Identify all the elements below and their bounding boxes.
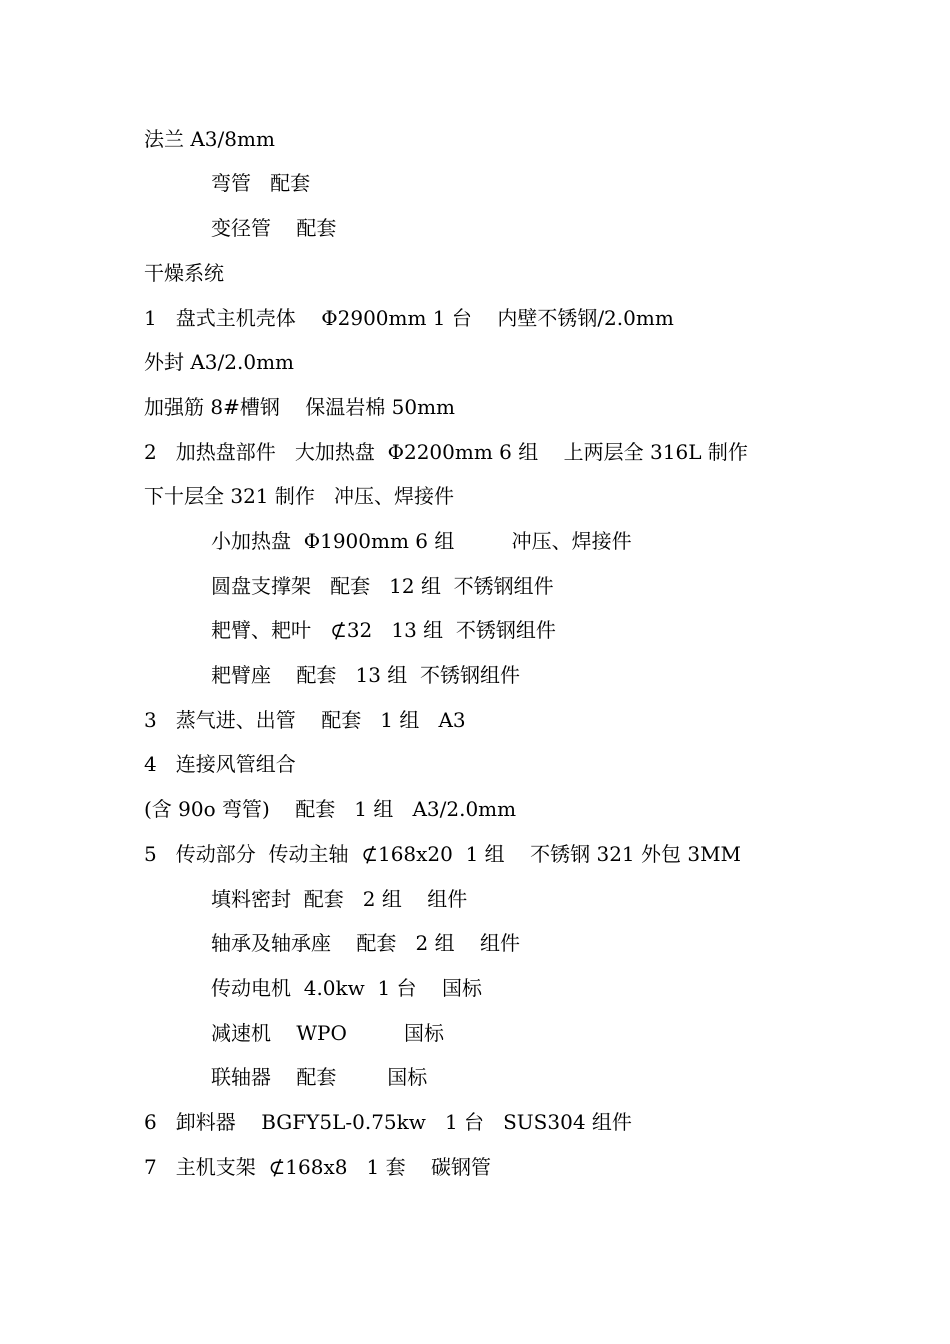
text-line: 变径管 配套 [211, 216, 337, 240]
text-line: (含 90o 弯管) 配套 1 组 A3/2.0mm [144, 797, 517, 821]
text-line: 传动电机 4.0kw 1 台 国标 [211, 976, 482, 1000]
text-line: 7 主机支架 ⊄168x8 1 套 碳钢管 [144, 1155, 492, 1179]
text-line: 法兰 A3/8mm [144, 127, 275, 151]
text-line: 加强筋 8#槽钢 保温岩棉 50mm [144, 395, 456, 419]
text-line: 耙臂、耙叶 ⊄32 13 组 不锈钢组件 [211, 618, 556, 642]
text-line: 耙臂座 配套 13 组 不锈钢组件 [211, 663, 521, 687]
text-line: 联轴器 配套 国标 [211, 1065, 428, 1089]
text-line: 小加热盘 Φ1900mm 6 组 冲压、焊接件 [211, 529, 632, 553]
text-line: 外封 A3/2.0mm [144, 350, 294, 374]
text-line: 轴承及轴承座 配套 2 组 组件 [211, 931, 521, 955]
text-line: 圆盘支撑架 配套 12 组 不锈钢组件 [211, 574, 554, 598]
text-line: 5 传动部分 传动主轴 ⊄168x20 1 组 不锈钢 321 外包 3MM [144, 842, 742, 866]
text-line: 弯管 配套 [211, 171, 311, 195]
text-line: 减速机 WPO 国标 [211, 1021, 445, 1045]
section-heading: 干燥系统 [144, 261, 224, 285]
text-line: 4 连接风管组合 [144, 752, 296, 776]
text-line: 6 卸料器 BGFY5L-0.75kw 1 台 SUS304 组件 [144, 1110, 632, 1134]
text-line: 下十层全 321 制作 冲压、焊接件 [144, 484, 454, 508]
text-line: 填料密封 配套 2 组 组件 [211, 887, 468, 911]
text-line: 3 蒸气进、出管 配套 1 组 A3 [144, 708, 466, 732]
text-line: 1 盘式主机壳体 Φ2900mm 1 台 内壁不锈钢/2.0mm [144, 306, 674, 330]
text-line: 2 加热盘部件 大加热盘 Φ2200mm 6 组 上两层全 316L 制作 [144, 440, 748, 464]
